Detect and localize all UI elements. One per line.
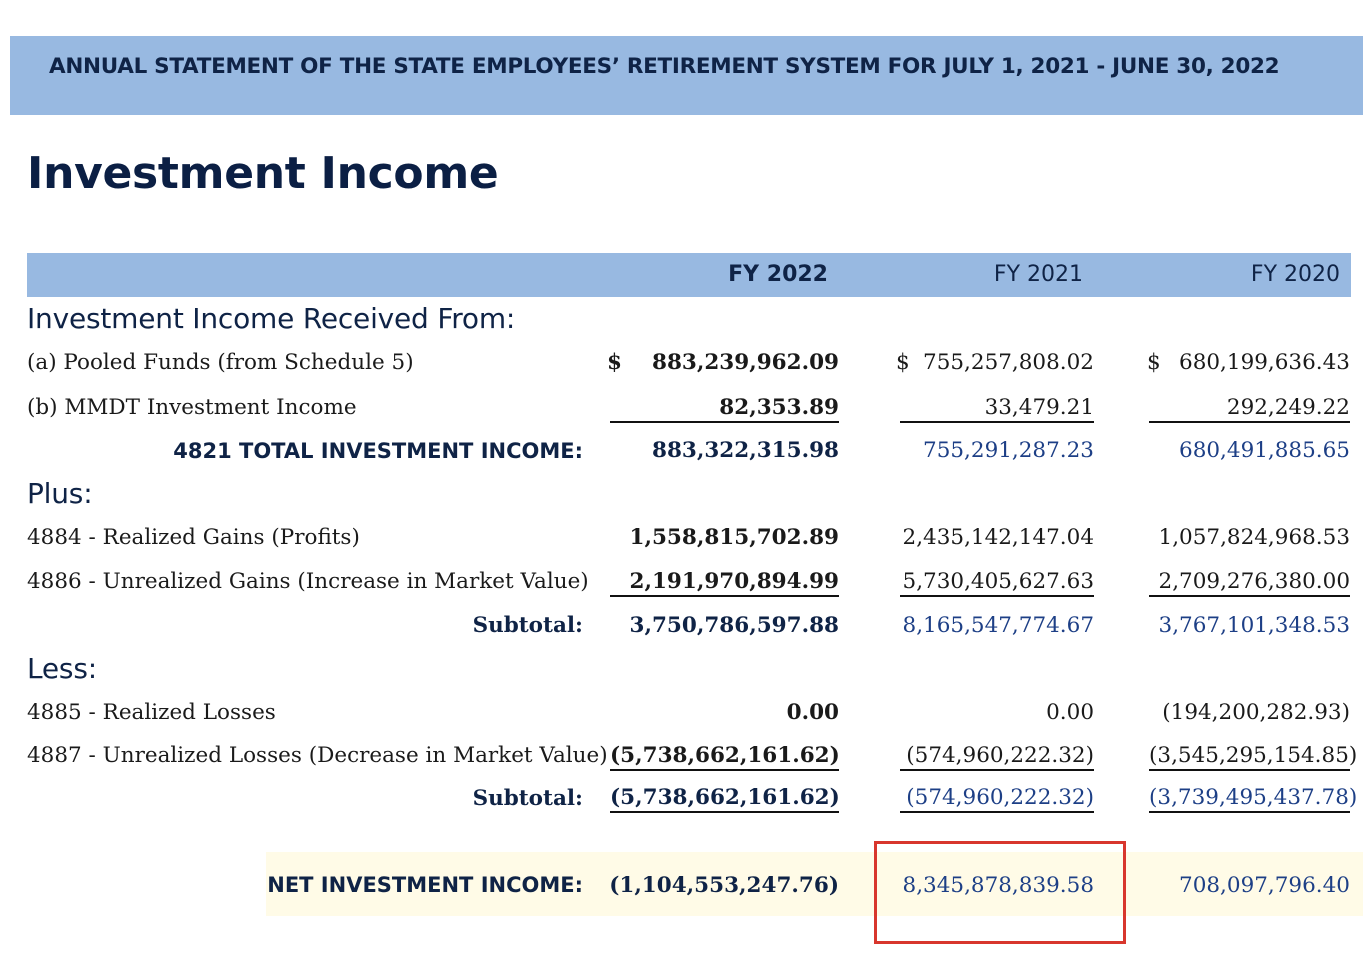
- row-pooled-fy2020: 680,199,636.43: [1179, 350, 1350, 375]
- row-unrealized-gains-label: 4886 - Unrealized Gains (Increase in Market Value): [27, 569, 589, 594]
- row-less-subtotal-fy2021: (574,960,222.32): [900, 785, 1094, 813]
- row-realized-losses-fy2020: (194,200,282.93): [1162, 700, 1350, 725]
- row-total-income-fy2022: 883,322,315.98: [651, 438, 839, 463]
- row-plus-subtotal-fy2021: 8,165,547,774.67: [902, 613, 1094, 638]
- row-realized-gains-label: 4884 - Realized Gains (Profits): [27, 525, 360, 550]
- row-mmdt-fy2021: 33,479.21: [900, 395, 1094, 423]
- section-less-heading: Less:: [27, 652, 97, 685]
- currency-symbol-fy2020: $: [1147, 350, 1161, 375]
- statement-banner-title: ANNUAL STATEMENT OF THE STATE EMPLOYEES’ RETIREMENT SYSTEM FOR JULY 1, 2021 - JUNE 30, 2022: [49, 54, 1280, 79]
- row-realized-gains-fy2020: 1,057,824,968.53: [1158, 525, 1350, 550]
- row-realized-losses-fy2022: 0.00: [786, 700, 839, 725]
- row-unrealized-losses-fy2022: (5,738,662,161.62): [610, 743, 839, 771]
- row-mmdt-fy2022: 82,353.89: [610, 395, 839, 423]
- row-net-income-fy2021: 8,345,878,839.58: [902, 873, 1094, 898]
- row-pooled-fy2021: 755,257,808.02: [923, 350, 1094, 375]
- row-realized-gains-fy2021: 2,435,142,147.04: [902, 525, 1094, 550]
- row-unrealized-losses-label: 4887 - Unrealized Losses (Decrease in Market Value): [27, 743, 608, 768]
- row-realized-losses-fy2021: 0.00: [1046, 700, 1094, 725]
- row-plus-subtotal-fy2022: 3,750,786,597.88: [629, 613, 839, 638]
- row-plus-subtotal-label: Subtotal:: [472, 613, 583, 638]
- column-header-fy2022: FY 2022: [728, 262, 828, 287]
- highlight-box-fy2021-net: [874, 841, 1126, 944]
- row-total-income-label: 4821 TOTAL INVESTMENT INCOME:: [173, 439, 583, 463]
- row-net-income-fy2022: (1,104,553,247.76): [609, 873, 839, 898]
- section-received-heading: Investment Income Received From:: [27, 302, 516, 335]
- currency-symbol-fy2022: $: [607, 350, 622, 375]
- row-pooled-label: (a) Pooled Funds (from Schedule 5): [27, 350, 414, 375]
- row-mmdt-label: (b) MMDT Investment Income: [27, 395, 357, 420]
- column-header-fy2021: FY 2021: [993, 262, 1083, 287]
- row-total-income-fy2020: 680,491,885.65: [1179, 438, 1350, 463]
- row-plus-subtotal-fy2020: 3,767,101,348.53: [1158, 613, 1350, 638]
- row-realized-losses-label: 4885 - Realized Losses: [27, 700, 276, 725]
- column-header-fy2020: FY 2020: [1250, 262, 1340, 287]
- row-unrealized-losses-fy2020: (3,545,295,154.85): [1149, 743, 1350, 771]
- row-pooled-fy2022: 883,239,962.09: [651, 350, 839, 375]
- row-unrealized-gains-fy2021: 5,730,405,627.63: [900, 569, 1094, 597]
- row-less-subtotal-fy2022: (5,738,662,161.62): [610, 785, 839, 813]
- row-realized-gains-fy2022: 1,558,815,702.89: [629, 525, 839, 550]
- row-net-income-fy2020: 708,097,796.40: [1179, 873, 1350, 898]
- row-mmdt-fy2020: 292,249.22: [1149, 395, 1350, 423]
- row-net-income-label: NET INVESTMENT INCOME:: [267, 873, 583, 897]
- row-unrealized-losses-fy2021: (574,960,222.32): [900, 743, 1094, 771]
- row-unrealized-gains-fy2020: 2,709,276,380.00: [1149, 569, 1350, 597]
- page-title: Investment Income: [27, 148, 499, 199]
- section-plus-heading: Plus:: [27, 477, 93, 510]
- currency-symbol-fy2021: $: [896, 350, 910, 375]
- column-header-bar: [27, 253, 1351, 297]
- row-less-subtotal-fy2020: (3,739,495,437.78): [1149, 785, 1350, 813]
- row-unrealized-gains-fy2022: 2,191,970,894.99: [610, 569, 839, 597]
- row-total-income-fy2021: 755,291,287.23: [923, 438, 1094, 463]
- row-less-subtotal-label: Subtotal:: [472, 786, 583, 811]
